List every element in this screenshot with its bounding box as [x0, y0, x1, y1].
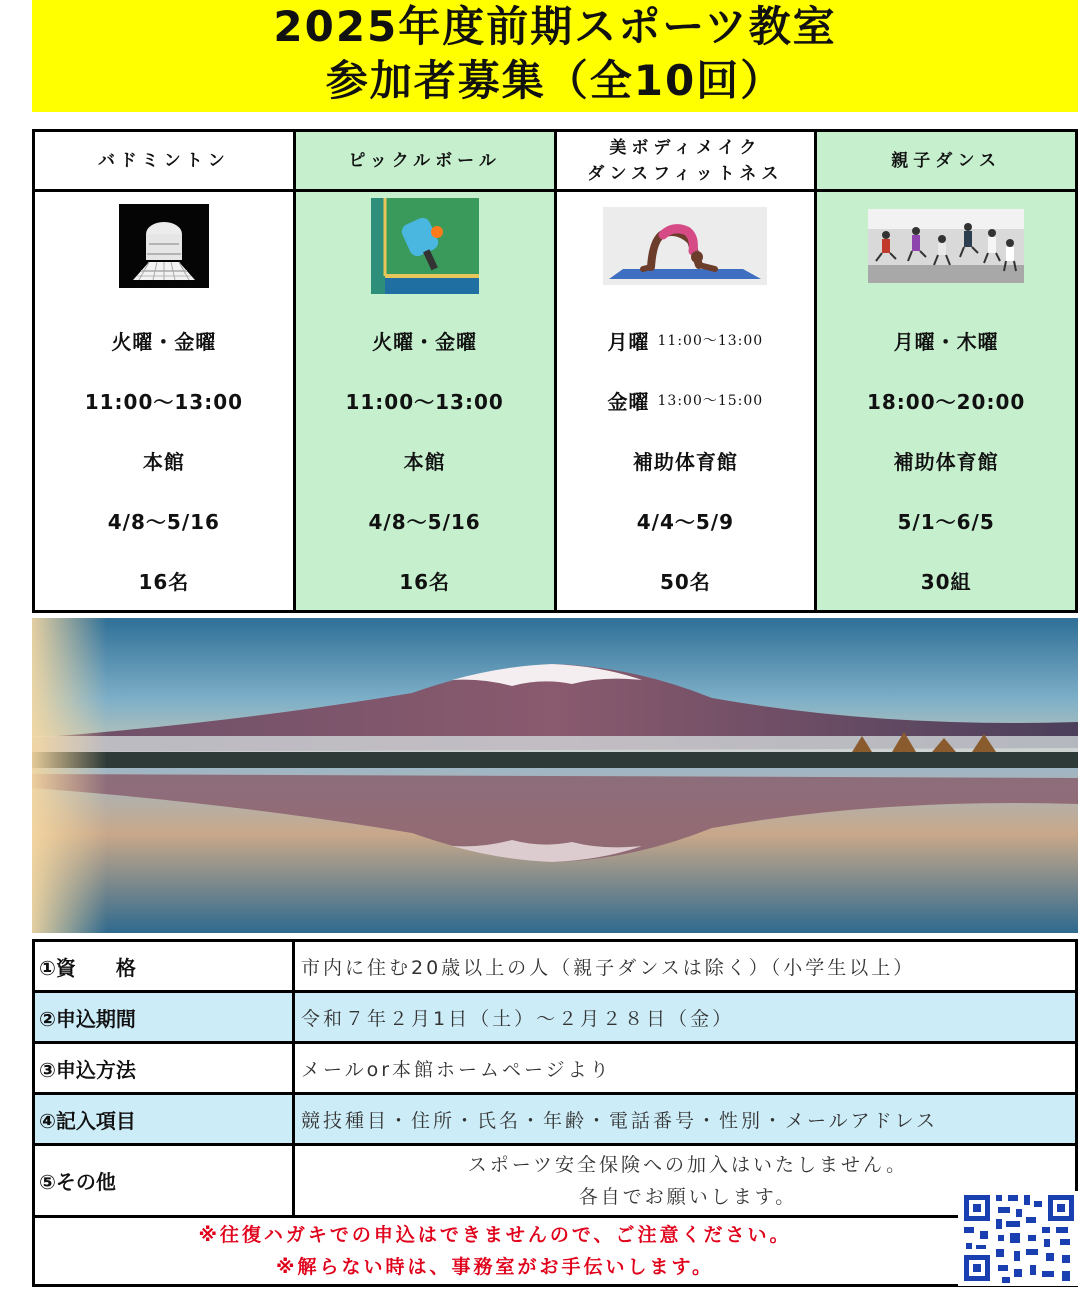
table-row — [35, 993, 1075, 1044]
course-info — [296, 296, 554, 610]
course-period: 4/4〜5/9 — [636, 509, 735, 534]
course-days-2: 金曜 — [607, 389, 650, 414]
row-value-line-1: スポーツ安全保険への加入はいたしません。 — [467, 1153, 909, 1176]
course-time-2: 13:00〜15:00 — [657, 393, 764, 409]
note-line-2: ※解らない時は、事務室がお手伝いします。 — [276, 1256, 714, 1278]
course-name — [817, 132, 1075, 192]
course-name-text: ピックルボール — [348, 150, 501, 171]
row-value-line-2: 各自でお願いします。 — [578, 1185, 798, 1208]
course-column-pickleball — [296, 132, 557, 610]
title-line-2: 参加者募集（全10回） — [325, 56, 785, 105]
course-schedule-2 — [557, 370, 815, 430]
course-name-line-2: ダンスフィットネス — [587, 163, 784, 184]
table-row — [35, 1044, 1075, 1095]
course-column-parent-child-dance — [817, 132, 1075, 610]
table-row — [35, 942, 1075, 993]
course-period: 5/1〜6/5 — [897, 509, 995, 534]
course-period: 4/8〜5/16 — [368, 509, 481, 534]
note-line-1: ※往復ハガキでの申込はできませんので、ご注意ください。 — [198, 1224, 792, 1246]
jumping-people-image — [817, 196, 1075, 296]
course-name — [557, 132, 815, 192]
table-row — [35, 1095, 1075, 1146]
shuttlecock-image — [35, 196, 293, 296]
qr-code[interactable] — [958, 1191, 1080, 1286]
course-days: 月曜・木曜 — [893, 329, 999, 354]
course-capacity: 16名 — [138, 569, 190, 594]
row-label: ⑤その他 — [35, 1146, 295, 1215]
mount-fuji-image — [32, 618, 1078, 933]
caution-notes — [35, 1218, 1075, 1284]
course-info — [35, 296, 293, 610]
page-title — [32, 0, 1078, 112]
row-value: 市内に住む20歳以上の人（親子ダンスは除く）（小学生以上） — [301, 956, 916, 979]
row-value: 競技種目・住所・氏名・年齢・電話番号・性別・メールアドレス — [301, 1109, 939, 1132]
course-period: 4/8〜5/16 — [107, 509, 220, 534]
course-info — [557, 296, 815, 610]
course-name-line-1: 美ボディメイク — [609, 137, 762, 158]
application-info-table — [32, 939, 1078, 1287]
course-time: 11:00〜13:00 — [84, 389, 244, 414]
row-label: ④記入項目 — [35, 1095, 295, 1143]
course-name — [35, 132, 293, 192]
pickleball-paddle-image — [296, 196, 554, 296]
course-venue: 本館 — [142, 449, 185, 474]
table-row — [35, 1146, 1075, 1218]
course-capacity: 16名 — [399, 569, 451, 594]
row-label: ①資 格 — [35, 942, 295, 990]
row-value: 令和７年２月1日（土）〜２月２８日（金） — [301, 1007, 735, 1030]
row-label: ②申込期間 — [35, 993, 295, 1041]
course-days: 月曜 — [607, 329, 650, 354]
course-column-badminton — [35, 132, 296, 610]
row-value: メールor本館ホームページより — [301, 1058, 612, 1081]
course-time: 11:00〜13:00 — [345, 389, 504, 414]
row-label: ③申込方法 — [35, 1044, 295, 1092]
course-days: 火曜・金曜 — [372, 329, 478, 354]
course-venue: 補助体育館 — [893, 449, 999, 474]
course-venue: 本館 — [403, 449, 446, 474]
course-capacity: 50名 — [659, 569, 711, 594]
course-venue: 補助体育館 — [632, 449, 738, 474]
course-name-text: 親子ダンス — [891, 150, 1001, 171]
yoga-pose-image — [557, 196, 815, 296]
course-column-body-make — [557, 132, 818, 610]
course-time: 11:00〜13:00 — [657, 333, 764, 349]
course-name-text: バドミントン — [98, 150, 230, 171]
course-days: 火曜・金曜 — [111, 329, 217, 354]
course-time: 18:00〜20:00 — [866, 389, 1026, 414]
course-capacity: 30組 — [920, 569, 972, 594]
title-line-1: 2025年度前期スポーツ教室 — [273, 2, 837, 51]
course-schedule-1 — [557, 310, 815, 370]
course-name — [296, 132, 554, 192]
course-table — [32, 129, 1078, 613]
course-info — [817, 296, 1075, 610]
